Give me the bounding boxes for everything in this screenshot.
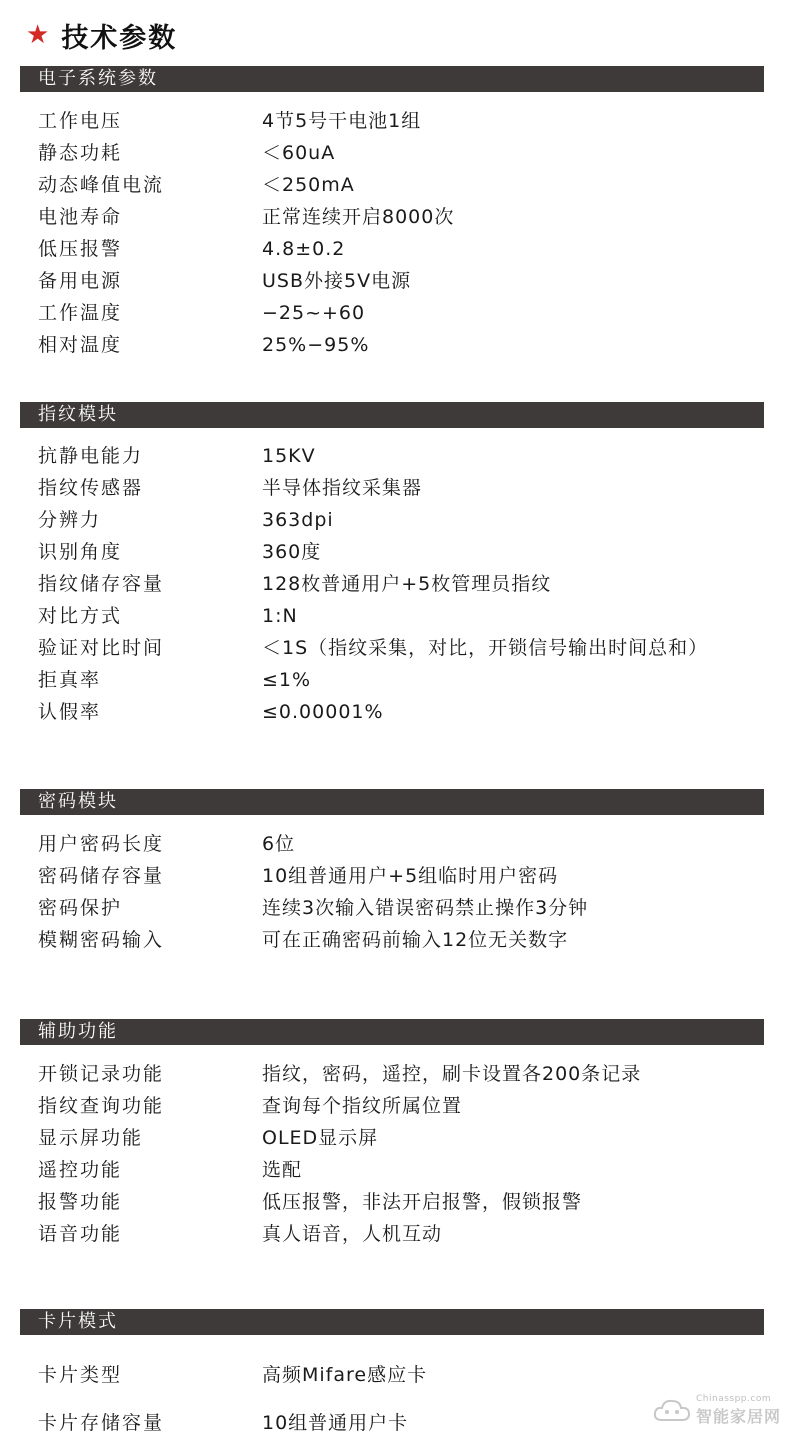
row-key: 相对温度	[38, 334, 123, 356]
row-key: 动态峰值电流	[38, 174, 165, 196]
row-value: ＜1S（指纹采集，对比，开锁信号输出时间总和）	[262, 637, 709, 659]
section-header-auxiliary: 辅助功能	[20, 1019, 764, 1045]
table-row	[0, 169, 800, 201]
table-row	[0, 472, 800, 504]
row-value: ＜60uA	[262, 142, 336, 164]
row-key: 抗静电能力	[38, 445, 144, 467]
row-value: 选配	[262, 1159, 303, 1181]
row-value: 查询每个指纹所属位置	[262, 1095, 463, 1117]
table-row	[0, 1122, 800, 1154]
table-row	[0, 201, 800, 233]
row-value: ≤1%	[262, 669, 312, 691]
table-row	[0, 1186, 800, 1218]
row-value: 6位	[262, 833, 296, 855]
row-value: 1:N	[262, 605, 298, 627]
row-value: 高频Mifare感应卡	[262, 1364, 428, 1386]
row-key: 低压报警	[38, 238, 123, 260]
table-row	[0, 329, 800, 361]
row-value: ≤0.00001%	[262, 701, 384, 723]
row-value: −25~+60	[262, 302, 366, 324]
row-key: 指纹查询功能	[38, 1095, 165, 1117]
section-rows-auxiliary	[0, 1058, 800, 1250]
table-row	[0, 600, 800, 632]
cloud-icon	[652, 1396, 692, 1424]
row-value: OLED显示屏	[262, 1127, 379, 1149]
table-row	[0, 504, 800, 536]
section-rows-password	[0, 828, 800, 956]
table-row	[0, 828, 800, 860]
row-value: USB外接5V电源	[262, 270, 412, 292]
section-rows-electronic	[0, 105, 800, 361]
section-header-password: 密码模块	[20, 789, 764, 815]
row-key: 报警功能	[38, 1191, 123, 1213]
table-row	[0, 440, 800, 472]
row-value: 10组普通用户+5组临时用户密码	[262, 865, 559, 887]
section-header-card: 卡片模式	[20, 1309, 764, 1335]
row-key: 密码储存容量	[38, 865, 165, 887]
row-key: 用户密码长度	[38, 833, 165, 855]
table-row	[0, 1090, 800, 1122]
row-value: 10组普通用户卡	[262, 1412, 409, 1434]
row-value: 连续3次输入错误密码禁止操作3分钟	[262, 897, 589, 919]
row-key: 识别角度	[38, 541, 123, 563]
row-key: 分辨力	[38, 509, 102, 531]
row-key: 语音功能	[38, 1223, 123, 1245]
row-value: 指纹，密码，遥控，刷卡设置各200条记录	[262, 1063, 642, 1085]
row-value: 25%−95%	[262, 334, 370, 356]
section-rows-fingerprint	[0, 440, 800, 728]
row-value: 正常连续开启8000次	[262, 206, 455, 228]
row-key: 开锁记录功能	[38, 1063, 165, 1085]
table-row	[0, 924, 800, 956]
table-row	[0, 1058, 800, 1090]
row-key: 认假率	[38, 701, 102, 723]
row-key: 卡片类型	[38, 1364, 123, 1386]
row-key: 指纹传感器	[38, 477, 144, 499]
table-row	[0, 1218, 800, 1250]
row-key: 验证对比时间	[38, 637, 165, 659]
row-key: 指纹储存容量	[38, 573, 165, 595]
row-value: 360度	[262, 541, 322, 563]
row-key: 拒真率	[38, 669, 102, 691]
row-value: 4节5号干电池1组	[262, 110, 422, 132]
table-row	[0, 536, 800, 568]
row-value: 低压报警，非法开启报警，假锁报警	[262, 1191, 583, 1213]
watermark	[652, 1388, 782, 1432]
row-value: 4.8±0.2	[262, 238, 346, 260]
watermark-brand: 智能家居网	[696, 1406, 782, 1426]
table-row	[0, 297, 800, 329]
row-key: 备用电源	[38, 270, 123, 292]
row-key: 静态功耗	[38, 142, 123, 164]
page-title	[26, 14, 177, 56]
row-key: 密码保护	[38, 897, 123, 919]
table-row	[0, 1154, 800, 1186]
row-value: 15KV	[262, 445, 316, 467]
row-value: 可在正确密码前输入12位无关数字	[262, 929, 569, 951]
table-row	[0, 696, 800, 728]
table-row	[0, 892, 800, 924]
watermark-site: Chinasspp.com	[696, 1393, 772, 1404]
table-row	[0, 233, 800, 265]
row-value: ＜250mA	[262, 174, 355, 196]
row-value: 真人语音，人机互动	[262, 1223, 443, 1245]
table-row	[0, 568, 800, 600]
star-icon: ★	[26, 20, 52, 50]
table-row	[0, 860, 800, 892]
section-header-electronic: 电子系统参数	[20, 66, 764, 92]
row-key: 电池寿命	[38, 206, 123, 228]
row-key: 卡片存储容量	[38, 1412, 165, 1434]
row-key: 显示屏功能	[38, 1127, 144, 1149]
row-value: 128枚普通用户+5枚管理员指纹	[262, 573, 552, 595]
table-row	[0, 632, 800, 664]
row-key: 遥控功能	[38, 1159, 123, 1181]
row-value: 363dpi	[262, 509, 334, 531]
row-key: 工作电压	[38, 110, 123, 132]
table-row	[0, 664, 800, 696]
row-key: 模糊密码输入	[38, 929, 165, 951]
table-row	[0, 265, 800, 297]
table-row	[0, 105, 800, 137]
page-title-text: 技术参数	[61, 22, 178, 54]
table-row	[0, 137, 800, 169]
row-key: 对比方式	[38, 605, 123, 627]
section-header-fingerprint: 指纹模块	[20, 402, 764, 428]
row-value: 半导体指纹采集器	[262, 477, 423, 499]
row-key: 工作温度	[38, 302, 123, 324]
